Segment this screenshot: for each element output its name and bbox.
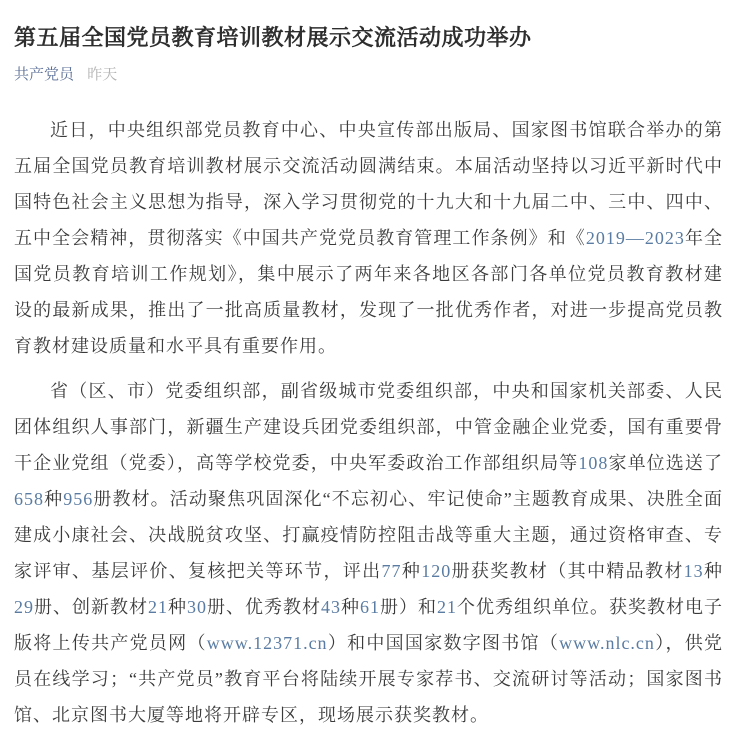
accent-text: 29 [14, 596, 34, 617]
body-text: 种 [168, 596, 187, 617]
accent-text: 658 [14, 488, 44, 509]
accent-text: 77 [381, 560, 402, 581]
body-text: 册教材。活动聚焦巩固深化“不忘初心、牢记使命”主题教育成果、决胜全面建成小康社会、决战脱贫攻坚、打赢疫情防控阻击战等重大主题，通过资格审查、专家评审、基层评价、复核把关等环节，评出 [14, 488, 724, 581]
accent-text: 108 [578, 452, 609, 473]
accent-text: 30 [187, 596, 207, 617]
body-text: 种 [401, 560, 422, 581]
body-text: 个优秀组织单位。获奖教材电子版将上传共产党员网（ [14, 596, 723, 653]
article-paragraph [14, 112, 723, 364]
body-text: 册、优秀教材 [207, 596, 321, 617]
body-text: 家单位选送了 [608, 452, 724, 473]
body-text: 省（区、市）党委组织部，副省级城市党委组织部，中央和国家机关部委、人民团体组织人事部门，新疆生产建设兵团党委组织部，中管金融企业党委，国有重要骨干企业党组（党委），高等学校党委，中央军委政治工作部组织局等 [14, 380, 723, 473]
accent-text: 43 [321, 596, 341, 617]
body-text: 册获奖教材（其中精品教材 [451, 560, 684, 581]
body-text: 种 [341, 596, 360, 617]
article-title: 第五届全国党员教育培训教材展示交流活动成功举办 [14, 25, 532, 50]
publish-date: 昨天 [87, 65, 118, 83]
body-text: ）和中国国家数字图书馆（ [327, 632, 560, 653]
body-text: ），供党员在线学习；“共产党员”教育平台将陆续开展专家荐书、交流研讨等活动；国家图书馆、北京图书大厦等地将开辟专区，现场展示获奖教材。 [14, 632, 724, 725]
accent-text: 21 [148, 596, 168, 617]
body-text: 年全国党员教育培训工作规划》，集中展示了两年来各地区各部门各单位党员教育教材建设的最新成果，推出了一批高质量教材，发现了一批优秀作者，对进一步提高党员教育教材建设质量和水平具有重要作用。 [14, 227, 723, 356]
body-text: 册、创新教材 [34, 596, 148, 617]
article-paragraph [14, 373, 723, 733]
body-text: 册）和 [380, 596, 437, 617]
accent-text: 21 [437, 596, 457, 617]
accent-text: 13 [683, 560, 704, 581]
accent-text: 2019—2023 [585, 227, 685, 248]
accent-text: www.nlc.cn [559, 632, 655, 653]
body-text: 种 [44, 488, 64, 509]
body-text: 种 [703, 560, 724, 581]
article-meta [14, 65, 723, 85]
article-body [14, 112, 723, 733]
body-text: 近日，中央组织部党员教育中心、中央宣传部出版局、国家图书馆联合举办的第五届全国党员教育培训教材展示交流活动圆满结束。本届活动坚持以习近平新时代中国特色社会主义思想为指导，深入学习贯彻党的十九大和十九届二中、三中、四中、五中全会精神，贯彻落实《中国共产党党员教育管理工作条例》和《 [14, 119, 723, 248]
account-name-link[interactable]: 共产党员 [14, 65, 75, 83]
accent-text: www.12371.cn [206, 632, 328, 653]
accent-text: 120 [421, 560, 452, 581]
accent-text: 956 [63, 488, 94, 509]
accent-text: 61 [360, 596, 380, 617]
